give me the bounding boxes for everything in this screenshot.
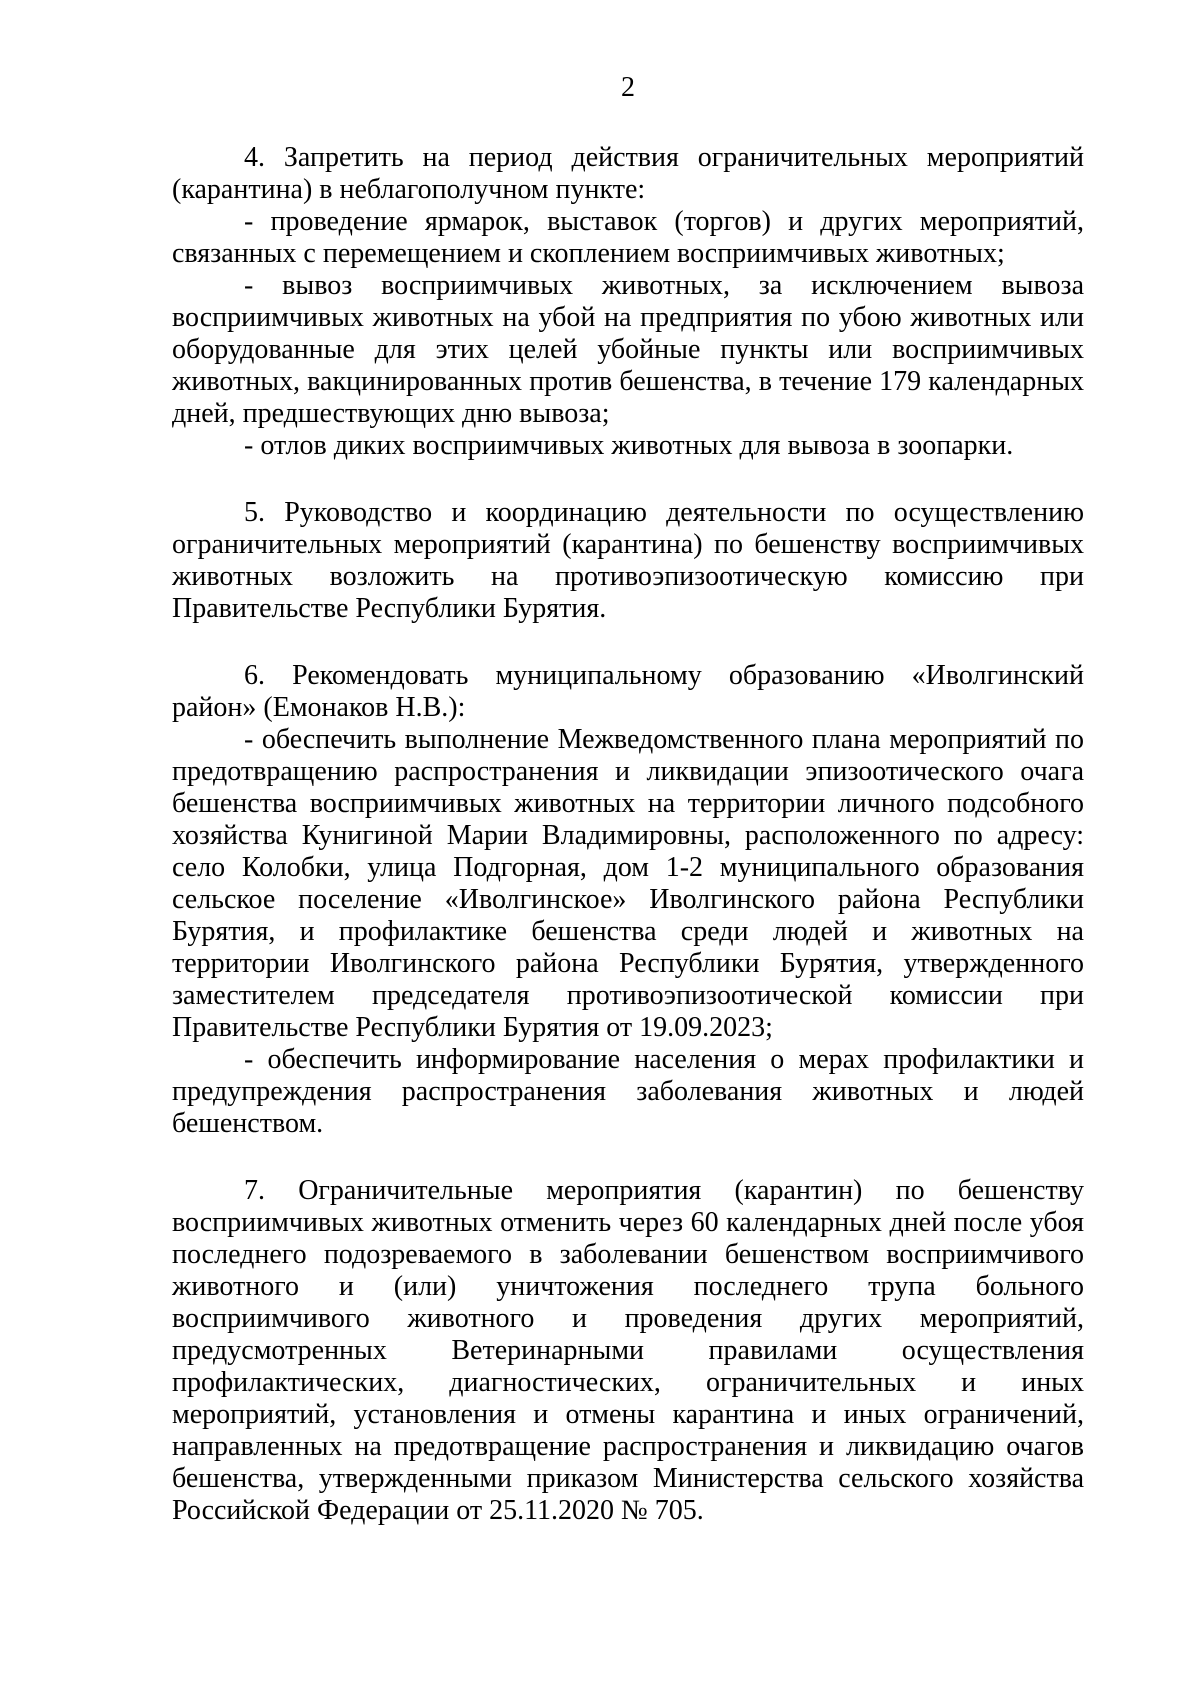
section-6 [172, 660, 1084, 1140]
section-5 [172, 497, 1084, 625]
section-4 [172, 142, 1084, 462]
paragraph: - обеспечить информирование населения о мерах профилактики и предупреждения распространения заболевания животных и людей бешенством. [172, 1044, 1084, 1139]
paragraph: 6. Рекомендовать муниципальному образованию «Иволгинский район» (Емонаков Н.В.): [172, 660, 1084, 723]
paragraph: - обеспечить выполнение Межведомственного плана мероприятий по предотвращению распространения и ликвидации эпизоотического очага бешенства восприимчивых животных на территории личного подсобного хозяйства Кунигиной Марии Владимировны, расположенного по адресу: село Колобки, улица Подгорная, дом 1-2 муниципального образования сельское поселение «Иволгинское» Иволгинского района Республики Бурятия, и профилактике бешенства среди людей и животных на территории Иволгинского района Республики Бурятия, утвержденного заместителем председателя противоэпизоотической комиссии при Правительстве Республики Бурятия от 19.09.2023; [172, 724, 1084, 1043]
section-7 [172, 1175, 1084, 1527]
paragraph: - проведение ярмарок, выставок (торгов) и других мероприятий, связанных с перемещением и скоплением восприимчивых животных; [172, 206, 1084, 269]
paragraph: 7. Ограничительные мероприятия (карантин) по бешенству восприимчивых животных отменить через 60 календарных дней после убоя последнего подозреваемого в заболевании бешенством восприимчивого животного и (или) уничтожения последнего трупа больного восприимчивого животного и проведения других мероприятий, предусмотренных Ветеринарными правилами осуществления профилактических, диагностических, ограничительных и иных мероприятий, установления и отмены карантина и иных ограничений, направленных на предотвращение распространения и ликвидацию очагов бешенства, утвержденными приказом Министерства сельского хозяйства Российской Федерации от 25.11.2020 № 705. [172, 1175, 1084, 1526]
paragraph: 4. Запретить на период действия ограничительных мероприятий (карантина) в неблагополучном пункте: [172, 142, 1084, 205]
page-number: 2 [621, 72, 635, 103]
paragraph: 5. Руководство и координацию деятельности по осуществлению ограничительных мероприятий (карантина) по бешенству восприимчивых животных возложить на противоэпизоотическую комиссию при Правительстве Республики Бурятия. [172, 497, 1084, 624]
document-page [172, 72, 1084, 1527]
paragraph: - отлов диких восприимчивых животных для вывоза в зоопарки. [244, 430, 1014, 461]
paragraph: - вывоз восприимчивых животных, за исключением вывоза восприимчивых животных на убой на предприятия по убою животных или оборудованные для этих целей убойные пункты или восприимчивых животных, вакцинированных против бешенства, в течение 179 календарных дней, предшествующих дню вывоза; [172, 270, 1084, 429]
